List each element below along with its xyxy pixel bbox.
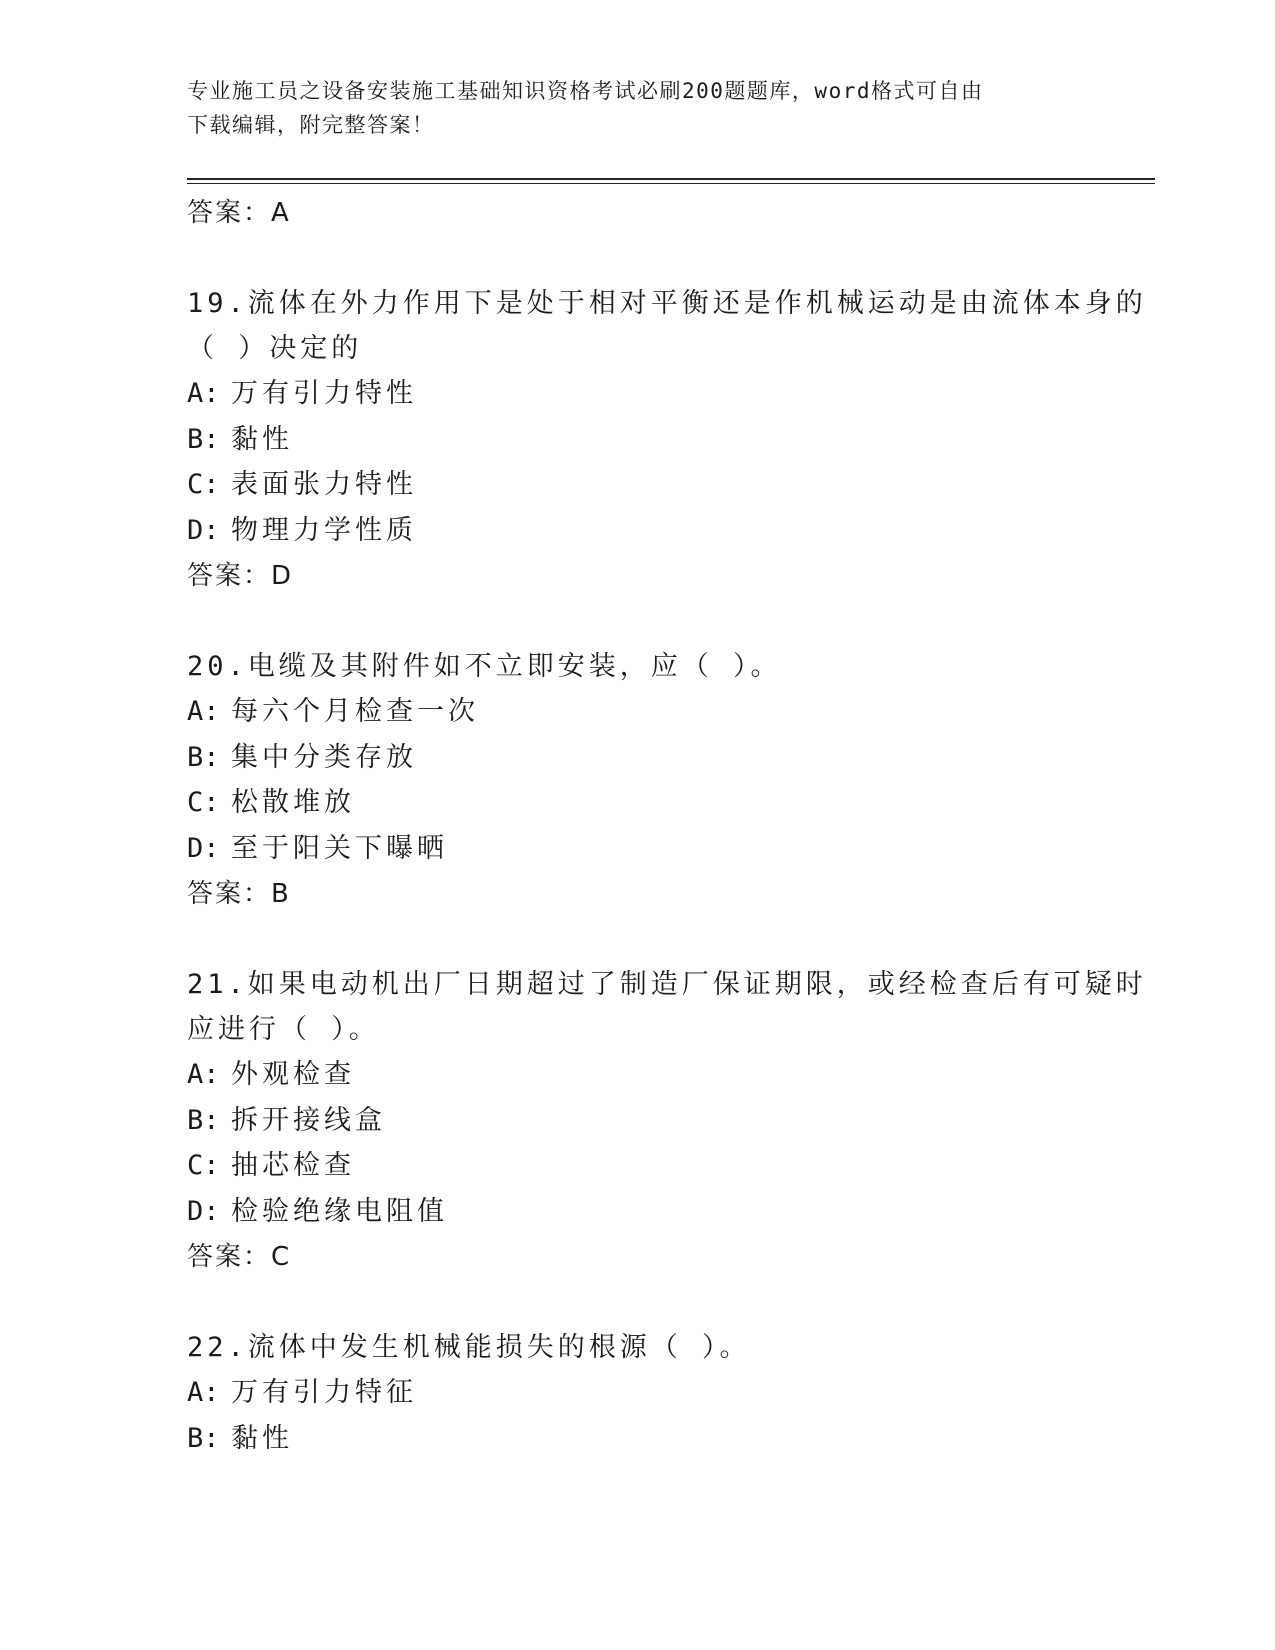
answer-line: 答案：C: [187, 1242, 292, 1272]
header-divider-thin: [187, 183, 1155, 184]
option-text: 黏性: [231, 423, 293, 455]
question-19: [187, 281, 1155, 599]
option-text: 万有引力特征: [231, 1377, 417, 1408]
question-stem: 22.流体中发生机械能损失的根源（ ）。: [187, 1332, 751, 1363]
option-key: A:: [187, 1377, 220, 1408]
option-text: 每六个月检查一次: [231, 696, 479, 727]
option-d: [187, 1189, 1155, 1235]
option-text: 至于阳关下曝晒: [231, 832, 448, 864]
option-text: 集中分类存放: [231, 741, 417, 773]
question-stem: 19.流体在外力作用下是处于相对平衡还是作机械运动是由流体本身的（ ）决定的: [187, 288, 1147, 364]
option-b: [187, 735, 1155, 781]
option-text: 表面张力特性: [231, 469, 417, 500]
option-d: [187, 508, 1155, 554]
option-text: 万有引力特性: [231, 378, 417, 409]
option-key: A:: [187, 1059, 220, 1090]
option-text: 松散堆放: [231, 787, 355, 818]
option-text: 抽芯检查: [231, 1150, 355, 1181]
option-a: [187, 1370, 1155, 1416]
option-c: [187, 1143, 1155, 1189]
question-22: [187, 1325, 1155, 1461]
option-key: A:: [187, 378, 220, 409]
option-text: 拆开接线盒: [231, 1104, 386, 1136]
option-b: [187, 1416, 1155, 1462]
option-c: [187, 780, 1155, 826]
option-key: A:: [187, 696, 220, 727]
option-key: D:: [187, 832, 220, 864]
header-divider-thick: [187, 178, 1155, 180]
option-d: [187, 826, 1155, 872]
document-header: [187, 74, 1087, 142]
option-text: 物理力学性质: [231, 514, 417, 546]
question-stem: 20.电缆及其附件如不立即安装，应（ ）。: [187, 651, 782, 682]
header-line-2: 下载编辑，附完整答案！: [187, 113, 435, 137]
option-key: B:: [187, 1104, 220, 1136]
option-b: [187, 1098, 1155, 1144]
answer-line: 答案：B: [187, 879, 291, 909]
option-a: [187, 1052, 1155, 1098]
option-text: 黏性: [231, 1422, 293, 1454]
option-key: C:: [187, 1150, 220, 1181]
option-text: 检验绝缘电阻值: [231, 1195, 448, 1227]
option-a: [187, 371, 1155, 417]
option-c: [187, 462, 1155, 508]
option-key: C:: [187, 469, 220, 500]
question-20: [187, 644, 1155, 917]
option-key: D:: [187, 1195, 220, 1227]
previous-answer: 答案：A: [187, 198, 291, 228]
option-key: B:: [187, 423, 220, 455]
option-b: [187, 417, 1155, 463]
answer-line: 答案：D: [187, 561, 294, 591]
question-list: [187, 190, 1155, 1461]
option-text: 外观检查: [231, 1059, 355, 1090]
question-stem: 21.如果电动机出厂日期超过了制造厂保证期限，或经检查后有可疑时应进行（ ）。: [187, 969, 1147, 1045]
option-key: C:: [187, 787, 220, 818]
option-key: B:: [187, 741, 220, 773]
question-21: [187, 962, 1155, 1280]
option-a: [187, 689, 1155, 735]
header-line-1: 专业施工员之设备安装施工基础知识资格考试必刷200题题库，word格式可自由: [187, 79, 984, 103]
option-key: D:: [187, 514, 220, 546]
option-key: B:: [187, 1422, 220, 1454]
